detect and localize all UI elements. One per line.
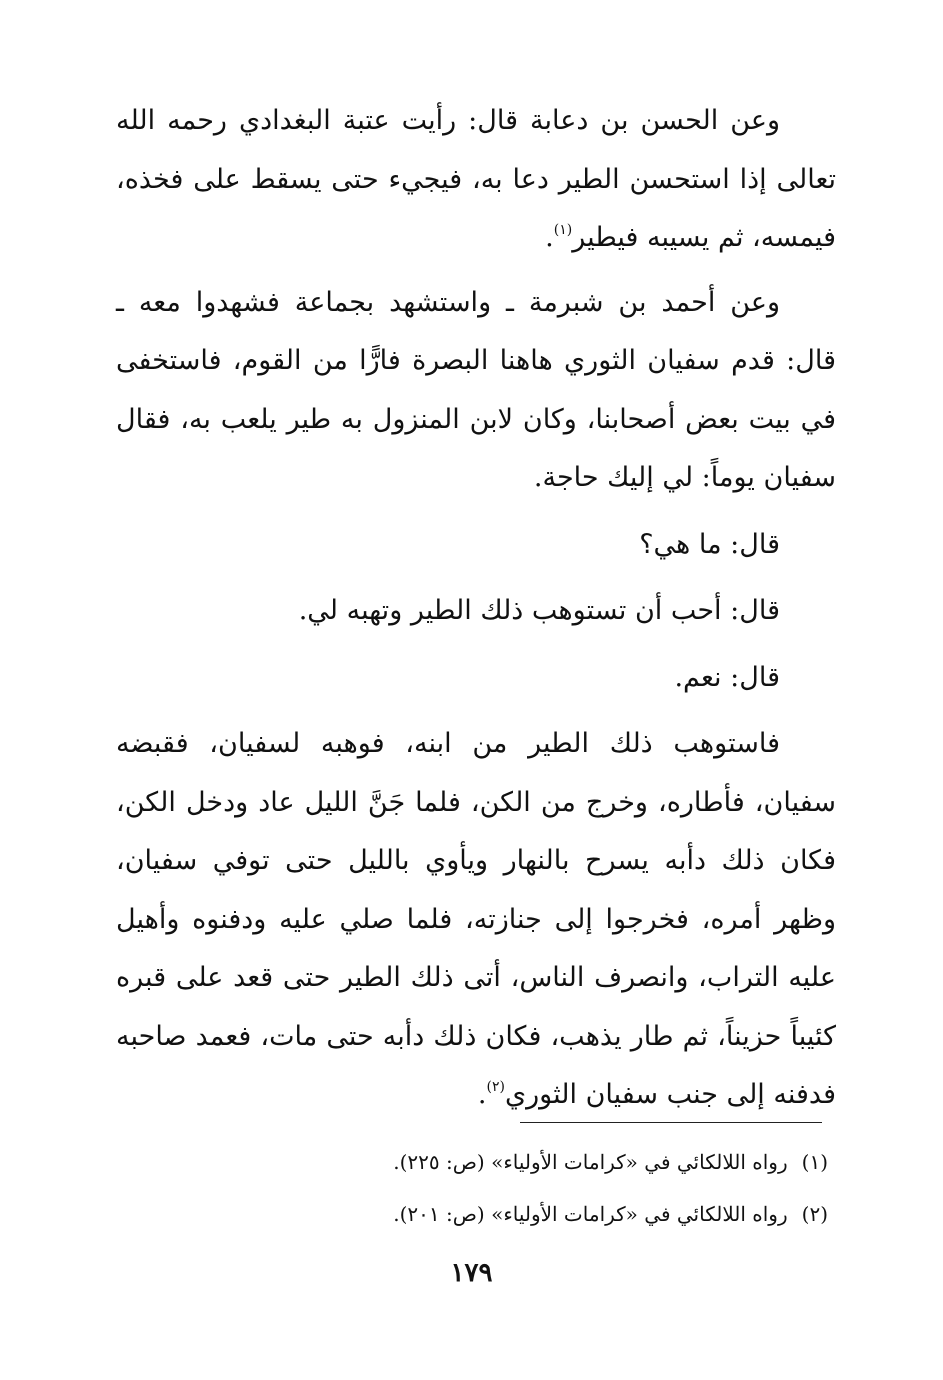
footnote-1-text: رواه اللالكائي في «كرامات الأولياء» (ص: ٢٢٥).: [393, 1150, 788, 1174]
paragraph-3-text: فاستوهب ذلك الطير من ابنه، فوهبه لسفيان، فقبضه سفيان، فأطاره، وخرج من الكن، فلما جَنَّ الليل عاد ودخل الكن، فكان ذلك دأبه يسرح بالنهار ويأوي بالليل حتى توفي سفيان، وظهر أمره، فخرجوا إلى جنازته، فلما صلي عليه ودفنوه وأهيل عليه التراب، وانصرف الناس، أتى ذلك الطير حتى قعد على قبره كئيباً حزيناً، ثم طار يذهب، فكان ذلك دأبه حتى مات، فعمد صاحبه فدفنه إلى جنب سفيان الثوري: [116, 728, 836, 1110]
footnotes: [116, 1136, 828, 1240]
footnote-ref-2: (٢): [486, 1079, 505, 1095]
footnote-1: [116, 1136, 828, 1188]
footnote-ref-1: (١): [553, 222, 573, 238]
main-text: [116, 92, 836, 1125]
paragraph-1-end: .: [545, 222, 554, 253]
paragraph-3: [116, 715, 836, 1125]
dialog-line-2: قال: أحب أن تستوهب ذلك الطير وتهبه لي.: [298, 595, 780, 626]
paragraph-1: [116, 92, 836, 268]
paragraph-2: وعن أحمد بن شبرمة ـ واستشهد بجماعة فشهدوا معه ـ قال: قدم سفيان الثوري هاهنا البصرة فارًّا من القوم، فاستخفى في بيت بعض أصحابنا، وكان لابن المنزول به طير يلعب به، فقال سفيان يوماً: لي إليك حاجة.: [116, 286, 836, 493]
footnote-2-number: (٢): [801, 1202, 828, 1226]
footnote-2: [116, 1188, 828, 1240]
footnote-divider: [520, 1122, 822, 1123]
dialog-line-1: قال: ما هي؟: [639, 528, 780, 560]
paragraph-1-text: وعن الحسن بن دعابة قال: رأيت عتبة البغدادي رحمه الله تعالى إذا استحسن الطير دعا به، فيجيء حتى يسقط على فخذه، فيمسه، ثم يسيبه فيطير: [116, 105, 836, 253]
dialog-line-3: قال: نعم.: [674, 661, 780, 693]
page-number: ١٧٩: [450, 1258, 493, 1288]
paragraph-3-end: .: [477, 1079, 487, 1110]
footnote-1-number: (١): [801, 1150, 828, 1174]
footnote-2-text: رواه اللالكائي في «كرامات الأولياء» (ص: ٢٠١).: [393, 1202, 788, 1226]
